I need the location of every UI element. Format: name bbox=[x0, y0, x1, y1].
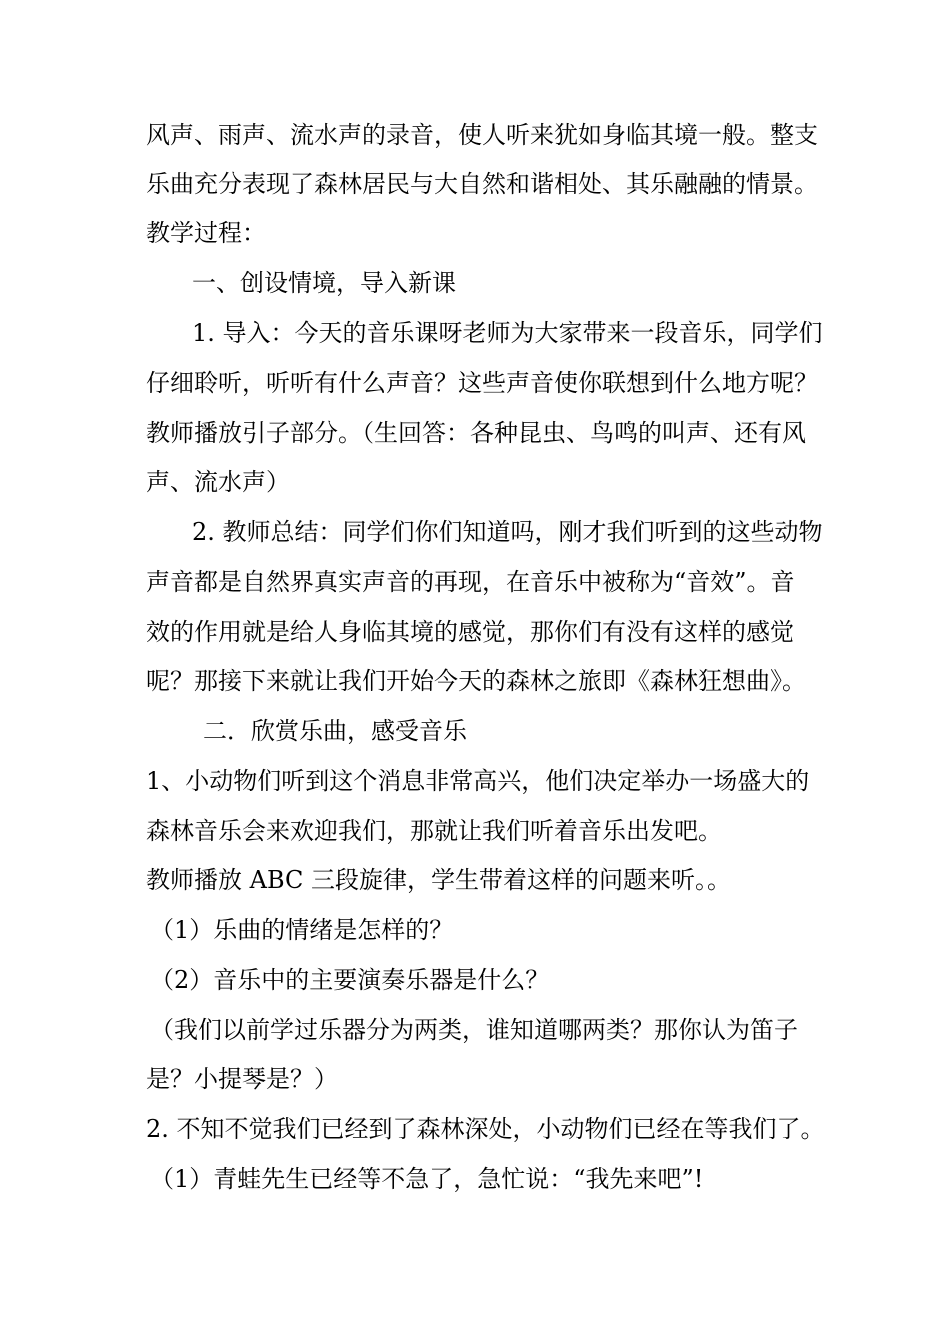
paragraph-line: 风声、雨声、流水声的录音，使人听来犹如身临其境一般。整支 bbox=[146, 121, 818, 149]
paragraph-line: 教师播放 ABC 三段旋律，学生带着这样的问题来听。。 bbox=[146, 866, 732, 894]
paragraph-line: 是？小提琴是？） bbox=[146, 1065, 338, 1093]
paragraph-line: 声、流水声） bbox=[146, 468, 290, 496]
list-item: （1）乐曲的情绪是怎样的？ bbox=[150, 916, 454, 944]
section-heading: 一、创设情境，导入新课 bbox=[192, 269, 456, 297]
section-heading: 二．欣赏乐曲，感受音乐 bbox=[203, 717, 467, 745]
paragraph-line: 1、小动物们听到这个消息非常高兴，他们决定举办一场盛大的 bbox=[146, 767, 810, 795]
paragraph-line: 乐曲充分表现了森林居民与大自然和谐相处、其乐融融的情景。 bbox=[146, 170, 818, 198]
paragraph-line: 效的作用就是给人身临其境的感觉，那你们有没有这样的感觉 bbox=[146, 618, 794, 646]
paragraph-line: 声音都是自然界真实声音的再现，在音乐中被称为“音效”。音 bbox=[146, 568, 795, 596]
paragraph-line: 1. 导入：今天的音乐课呀老师为大家带来一段音乐，同学们 bbox=[192, 319, 823, 347]
paragraph-line: 2. 不知不觉我们已经到了森林深处，小动物们已经在等我们了。 bbox=[146, 1115, 825, 1143]
paragraph-line: 仔细聆听，听听有什么声音？这些声音使你联想到什么地方呢？ bbox=[146, 369, 818, 397]
list-item: （2）音乐中的主要演奏乐器是什么？ bbox=[150, 966, 550, 994]
paragraph-line: 2. 教师总结：同学们你们知道吗，刚才我们听到的这些动物 bbox=[192, 518, 823, 546]
list-item: （1）青蛙先生已经等不急了，急忙说：“我先来吧”! bbox=[150, 1165, 704, 1193]
paragraph-line: 森林音乐会来欢迎我们，那就让我们听着音乐出发吧。 bbox=[146, 817, 722, 845]
paragraph-line: 教师播放引子部分。（生回答：各种昆虫、鸟鸣的叫声、还有风 bbox=[146, 419, 806, 447]
paragraph-line: 呢？那接下来就让我们开始今天的森林之旅即《森林狂想曲》。 bbox=[146, 667, 806, 695]
section-heading: 教学过程： bbox=[146, 219, 266, 247]
paragraph-line: （我们以前学过乐器分为两类，谁知道哪两类？那你认为笛子 bbox=[150, 1016, 798, 1044]
